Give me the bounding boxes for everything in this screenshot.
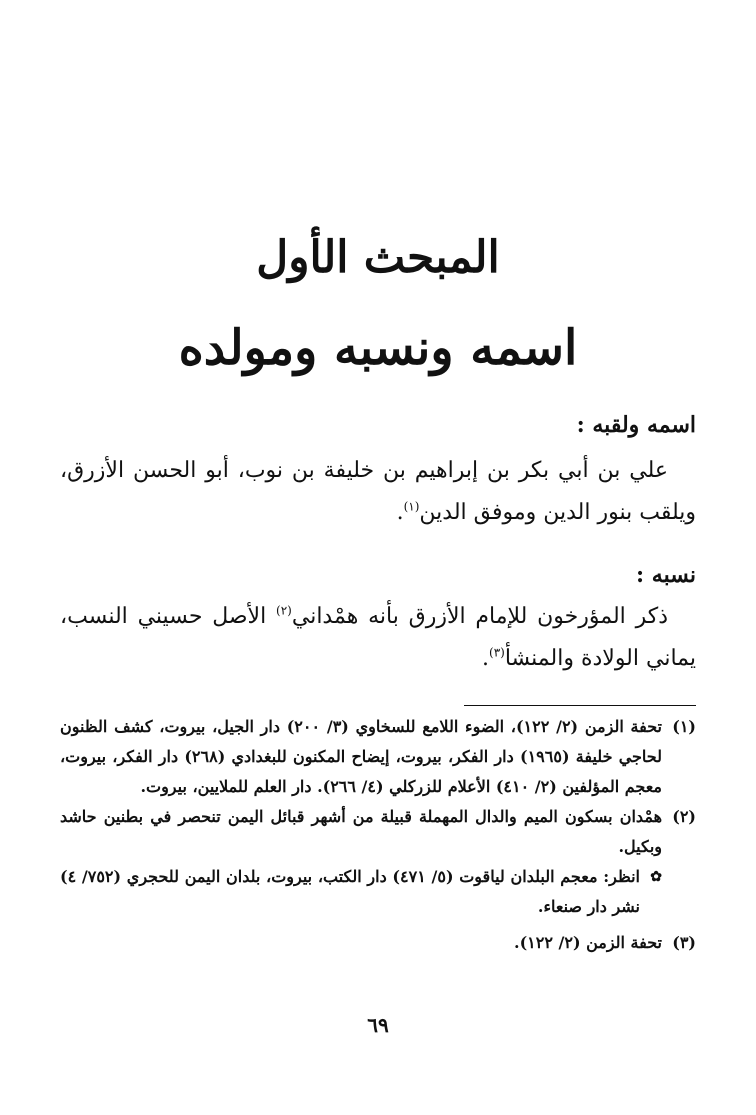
name-paragraph: علي بن أبي بكر بن إبراهيم بن خليفة بن نوب، أبو الحسن الأزرق، ويلقب بنور الدين وموفق الدين bbox=[60, 458, 696, 525]
footnote-1 bbox=[60, 712, 696, 802]
footnote-ref-1: (١) bbox=[403, 499, 420, 514]
footnote-number: (٢) bbox=[672, 807, 696, 826]
footnote-body bbox=[60, 802, 662, 922]
section-heading-lineage: نسبه : bbox=[636, 562, 696, 588]
footnote-text: تحفة الزمن (٢/ ١٢٢). bbox=[514, 933, 662, 952]
page-number: ٦٩ bbox=[367, 1013, 389, 1037]
footnote-2 bbox=[60, 802, 696, 922]
footnote-subnote bbox=[60, 862, 662, 922]
footnote-subnote-text: انظر: معجم البلدان لياقوت (٥/ ٤٧١) دار الكتب، بيروت، بلدان اليمن للحجري (٧٥٢/ ٤) نشر دار صنعاء. bbox=[60, 867, 640, 916]
flower-icon: ✿ bbox=[650, 869, 662, 885]
footnote-ref-2: (٢) bbox=[276, 603, 292, 618]
section-heading-name: اسمه ولقبه : bbox=[576, 412, 696, 438]
footnote-text: همْدان بسكون الميم والدال المهملة قبيلة من أشهر قبائل اليمن تنحصر في بطنين حاشد وبكيل. bbox=[60, 807, 662, 856]
lineage-paragraph-end: . bbox=[482, 646, 489, 671]
section-text-name bbox=[60, 450, 696, 534]
footnote-number: (١) bbox=[672, 717, 696, 736]
footnote-text: تحفة الزمن (٢/ ١٢٢)، الضوء اللامع للسخاوي (٣/ ٢٠٠) دار الجيل، بيروت، كشف الظنون لحاجي خليفة (١٩٦٥) دار الفكر، بيروت، إيضاح المكنون للبغدادي (٢٦٨) دار الفكر، بيروت، معجم المؤلفين (٢/ ٤١٠) الأعلام للزركلي (٤/ ٢٦٦). دار العلم للملايين، بيروت. bbox=[60, 717, 663, 796]
section-text-lineage bbox=[60, 596, 696, 680]
footnote-number: (٣) bbox=[672, 933, 696, 952]
footnotes bbox=[60, 712, 696, 958]
footnote-3 bbox=[60, 928, 696, 958]
footnote-ref-3: (٣) bbox=[489, 645, 505, 660]
chapter-subtitle: اسمه ونسبه ومولده bbox=[178, 320, 578, 376]
lineage-paragraph-start: ذكر المؤرخون للإمام الأزرق بأنه همْداني bbox=[291, 604, 669, 629]
footnote-divider bbox=[464, 705, 696, 706]
name-paragraph-end: . bbox=[396, 500, 404, 525]
chapter-title: المبحث الأول bbox=[256, 232, 500, 283]
lineage-paragraph-rest: الأصل حسيني النسب، يماني الولادة والمنشأ bbox=[60, 604, 696, 671]
